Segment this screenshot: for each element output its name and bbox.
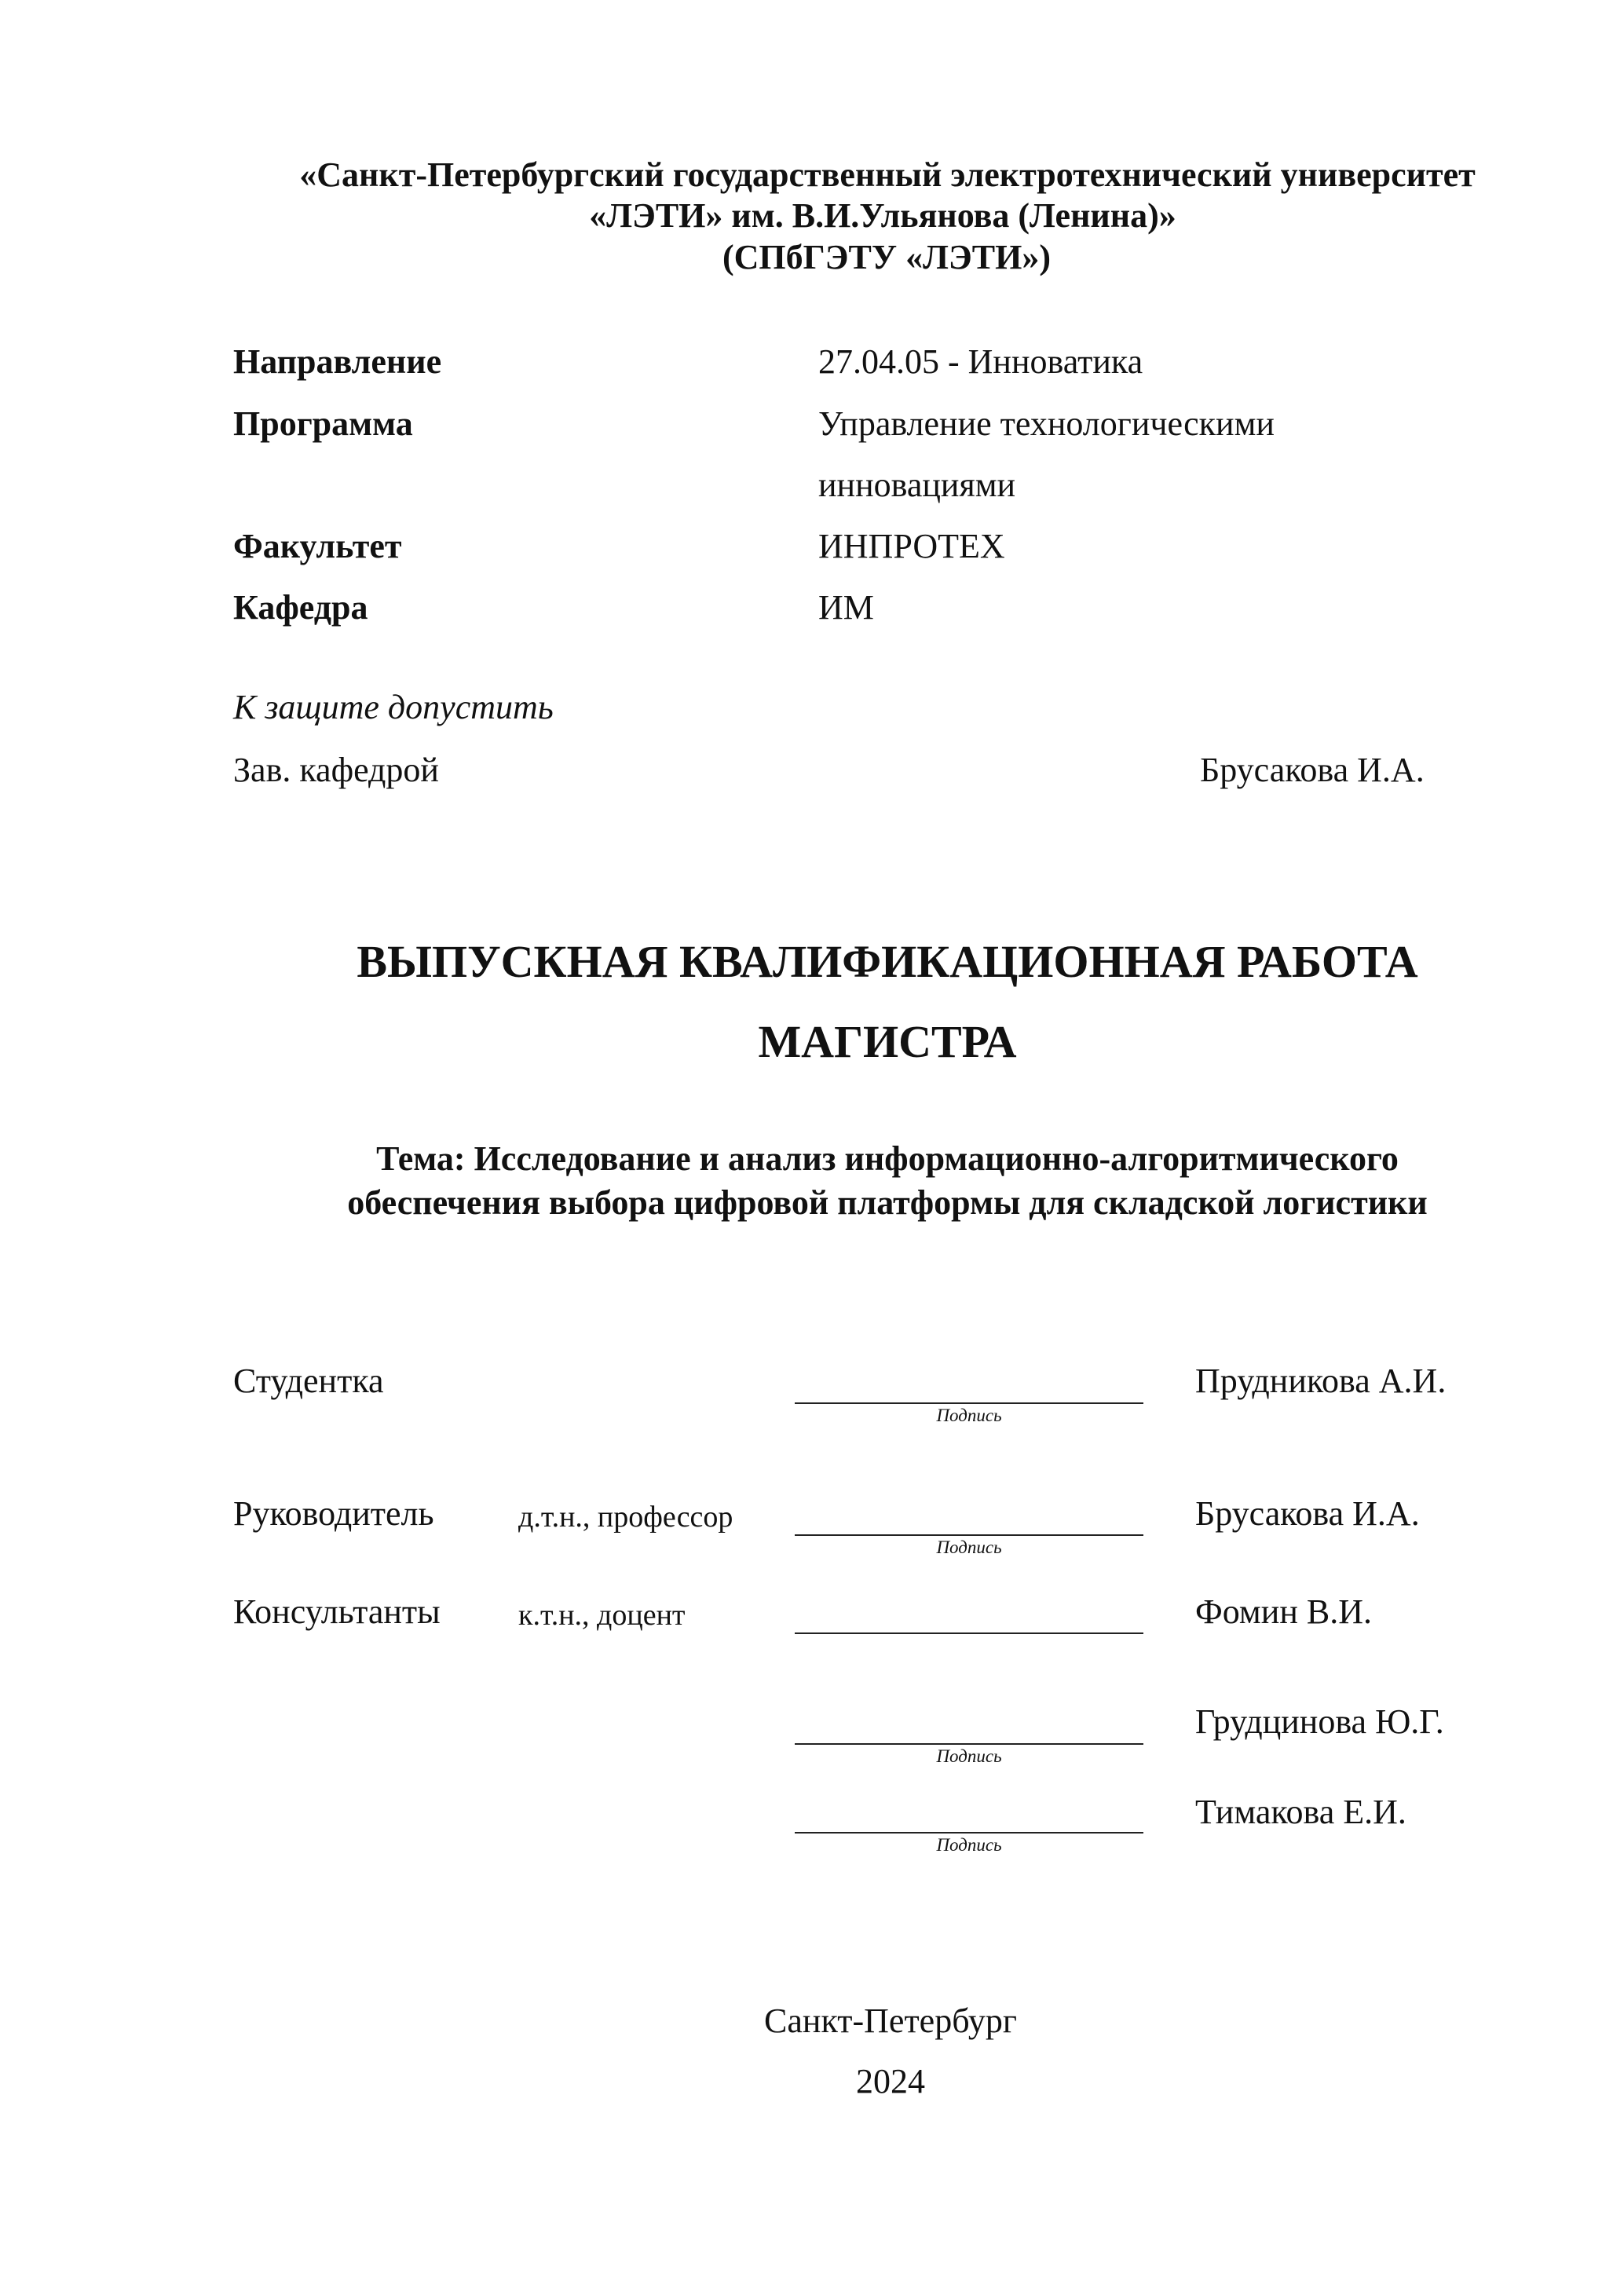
topic-line-1: Тема: Исследование и анализ информационно-алгоритмического [376, 1139, 1399, 1178]
supervisor-name: Брусакова И.А. [1195, 1494, 1420, 1533]
consultant-1-signature-line [795, 1632, 1143, 1634]
work-title-line-2: МАГИСТРА [758, 1016, 1017, 1067]
work-title-line-1: ВЫПУСКНАЯ КВАЛИФИКАЦИОННАЯ РАБОТА [357, 936, 1418, 987]
consultant-degree: к.т.н., доцент [518, 1599, 686, 1632]
head-of-department-label: Зав. кафедрой [233, 751, 439, 789]
direction-value: 27.04.05 - Инноватика [818, 342, 1143, 381]
program-value: Управление технологическими [818, 404, 1275, 443]
supervisor-signature-line [795, 1534, 1143, 1536]
student-signature-caption: Подпись [936, 1406, 1002, 1425]
consultant-2-name: Грудцинова Ю.Г. [1195, 1702, 1444, 1741]
university-abbreviation: (СПбГЭТУ «ЛЭТИ») [722, 238, 1051, 276]
faculty-label: Факультет [233, 527, 402, 565]
student-signature-line [795, 1402, 1143, 1404]
consultant-1-name: Фомин В.И. [1195, 1592, 1372, 1631]
consultants-label: Консультанты [233, 1592, 441, 1631]
student-name: Прудникова А.И. [1195, 1362, 1447, 1400]
supervisor-signature-caption: Подпись [936, 1537, 1002, 1557]
program-label: Программа [233, 404, 413, 443]
university-name-line-2: «ЛЭТИ» им. В.И.Ульянова (Ленина)» [589, 196, 1176, 235]
topic-line-2: обеспечения выбора цифровой платформы для складской логистики [347, 1183, 1428, 1222]
consultant-2-signature-line [795, 1743, 1143, 1745]
consultant-3-signature-line [795, 1832, 1143, 1834]
university-name-line-1: «Санкт-Петербургский государственный электротехнический университет [299, 155, 1476, 194]
year: 2024 [856, 2062, 925, 2100]
consultant-2-signature-caption: Подпись [936, 1746, 1002, 1766]
direction-label: Направление [233, 342, 442, 381]
city: Санкт-Петербург [764, 2002, 1017, 2040]
supervisor-degree: д.т.н., профессор [518, 1501, 733, 1534]
head-of-department-name: Брусакова И.А. [1200, 751, 1425, 789]
admission-note: К защите допустить [233, 688, 554, 726]
consultant-3-signature-caption: Подпись [936, 1835, 1002, 1855]
consultant-3-name: Тимакова Е.И. [1195, 1793, 1406, 1831]
faculty-value: ИНПРОТЕХ [818, 527, 1005, 565]
department-value: ИМ [818, 588, 874, 627]
student-label: Студентка [233, 1362, 384, 1400]
department-label: Кафедра [233, 588, 368, 627]
supervisor-label: Руководитель [233, 1494, 434, 1533]
program-value-continued: инновациями [818, 466, 1016, 504]
